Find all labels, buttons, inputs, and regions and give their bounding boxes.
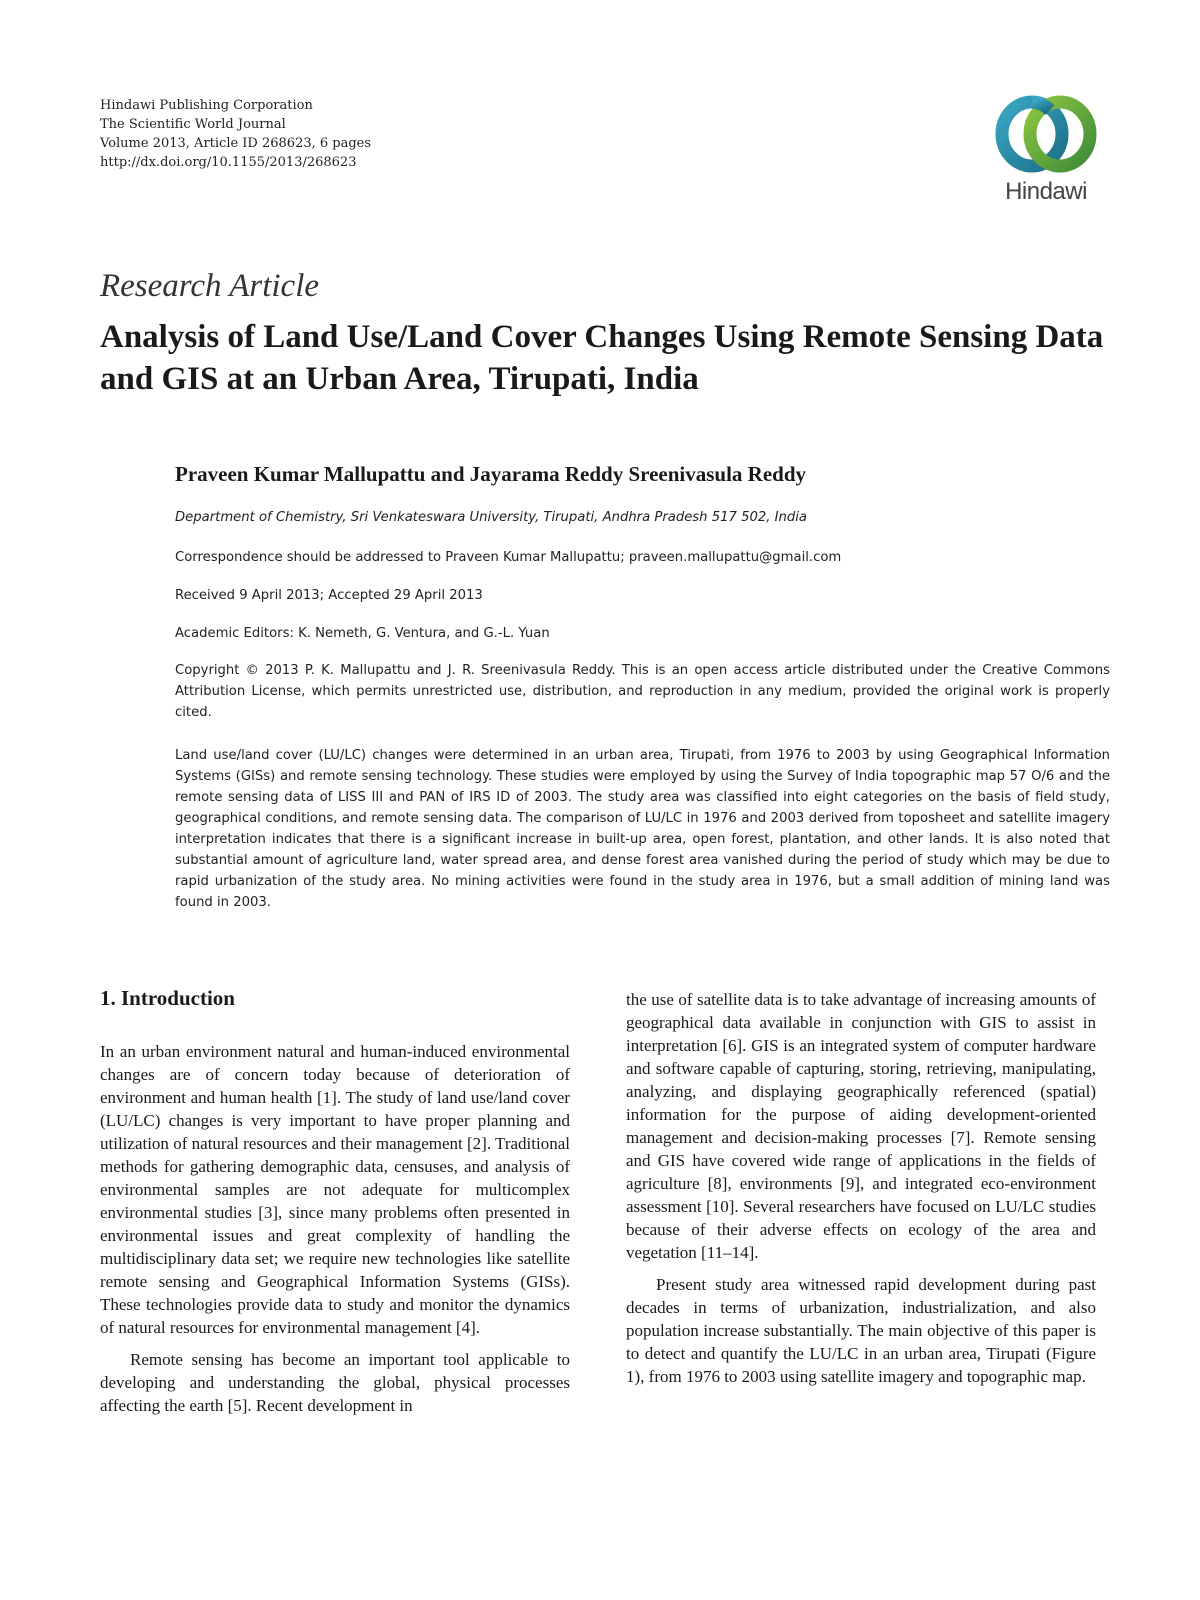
journal-header	[100, 96, 371, 172]
paragraph: In an urban environment natural and human-induced environmental changes are of concern today because of deterioration of environment and human health [1]. The study of land use/land cover (LU/LC) changes is very important to have proper planning and utilization of natural resources and their management [2]. Traditional methods for gathering demographic data, censuses, and analysis of environmental samples are not adequate for multicomplex environmental studies [3], since many problems often presented in environmental issues and great complexity of handling the multidisciplinary data set; we require new technologies like satellite remote sensing and Geographical Information Systems (GISs). These technologies provide data to study and monitor the dynamics of natural resources for environmental management [4].	[100, 1042, 570, 1337]
academic-editors: Academic Editors: K. Nemeth, G. Ventura, and G.-L. Yuan	[175, 626, 550, 641]
affiliation: Department of Chemistry, Sri Venkateswara University, Tirupati, Andhra Pradesh 517 502, India	[175, 510, 808, 525]
paragraph: the use of satellite data is to take advantage of increasing amounts of geographical data available in conjunction with GIS to assist in interpretation [6]. GIS is an integrated system of computer hardware and software capable of capturing, storing, retrieving, manipulating, analyzing, and displaying geographically referenced (spatial) information for the purpose of aiding development-oriented management and decision-making processes [7]. Remote sensing and GIS have covered wide range of applications in the fields of agriculture [8], environments [9], and integrated eco-environment assessment [10]. Several researchers have focused on LU/LC studies because of their adverse effects on ecology of the area and vegetation [11–14].	[626, 990, 1096, 1262]
hindawi-rings-icon	[990, 92, 1102, 176]
doi-link[interactable]: http://dx.doi.org/10.1155/2013/268623	[100, 155, 357, 170]
article-type: Research Article	[100, 268, 320, 304]
journal-name: The Scientific World Journal	[100, 117, 286, 132]
copyright-notice: Copyright © 2013 P. K. Mallupattu and J. R. Sreenivasula Reddy. This is an open access article distributed under the Creative Commons Attribution License, which permits unrestricted use, distribution, and reproduction in any medium, provided the original work is properly cited.	[175, 663, 1110, 720]
right-column	[626, 988, 1096, 1397]
left-column	[100, 1040, 570, 1426]
hindawi-logo	[990, 92, 1102, 212]
article-title: Analysis of Land Use/Land Cover Changes Using Remote Sensing Data and GIS at an Urban Area, Tirupati, India	[100, 319, 1104, 397]
section-heading: 1. Introduction	[100, 986, 235, 1010]
paragraph: Remote sensing has become an important tool applicable to developing and understanding the global, physical processes affecting the earth [5]. Recent development in	[100, 1350, 570, 1415]
received-dates: Received 9 April 2013; Accepted 29 April 2013	[175, 588, 483, 603]
authors: Praveen Kumar Mallupattu and Jayarama Reddy Sreenivasula Reddy	[175, 462, 807, 486]
volume-info: Volume 2013, Article ID 268623, 6 pages	[100, 136, 372, 151]
abstract: Land use/land cover (LU/LC) changes were determined in an urban area, Tirupati, from 1976 to 2003 by using Geographical Information Systems (GISs) and remote sensing technology. These studies were employed by using the Survey of India topographic map 57 O/6 and the remote sensing data of LISS III and PAN of IRS ID of 2003. The study area was classified into eight categories on the basis of field study, geographical conditions, and remote sensing data. The comparison of LU/LC in 1976 and 2003 derived from toposheet and satellite imagery interpretation indicates that there is a significant increase in built-up area, open forest, plantation, and other lands. It is also noted that substantial amount of agriculture land, water spread area, and dense forest area vanished during the period of study which may be due to rapid urbanization of the study area. No mining activities were found in the study area in 1976, but a small addition of mining land was found in 2003.	[175, 748, 1110, 910]
hindawi-logo-text: Hindawi	[1005, 178, 1087, 205]
correspondence: Correspondence should be addressed to Praveen Kumar Mallupattu; praveen.mallupattu@gmail.com	[175, 550, 842, 565]
paragraph: Present study area witnessed rapid development during past decades in terms of urbanization, industrialization, and also population increase substantially. The main objective of this paper is to detect and quantify the LU/LC in an urban area, Tirupati (Figure 1), from 1976 to 2003 using satellite imagery and topographic map.	[626, 1275, 1096, 1386]
publisher-name: Hindawi Publishing Corporation	[100, 98, 313, 113]
